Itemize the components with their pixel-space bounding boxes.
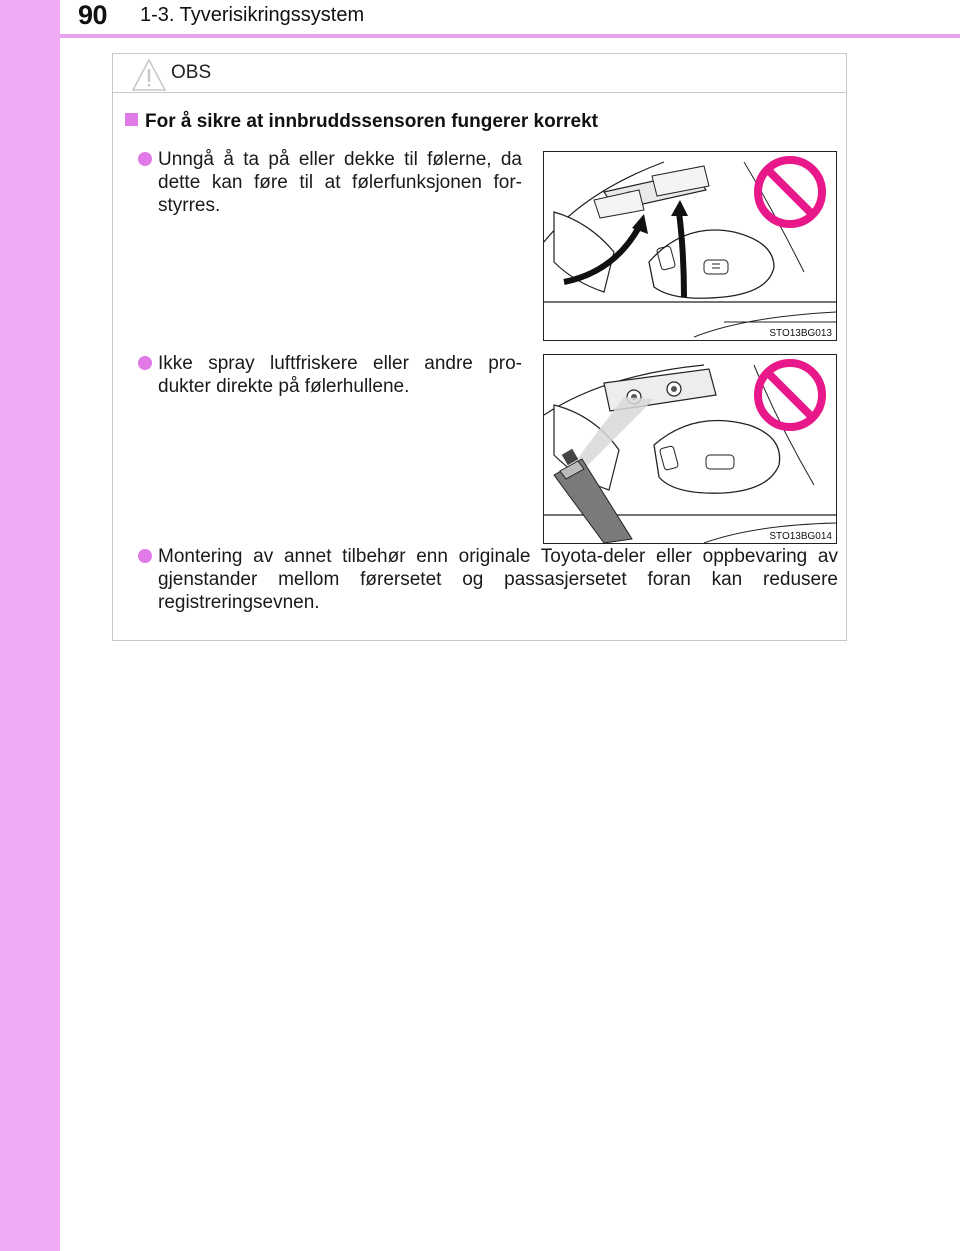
section-title: 1-3. Tyverisikringssystem bbox=[140, 4, 365, 26]
subheading-text: For å sikre at innbruddssensoren fungerer korrekt bbox=[145, 111, 598, 132]
list-item bbox=[158, 352, 522, 398]
figure-no-spray bbox=[543, 354, 837, 544]
list-item-text: Ikke spray luftfriskere eller andre pro-dukter direkte på følerhullene. bbox=[158, 353, 522, 397]
subheading bbox=[125, 111, 598, 133]
bullet-dot-icon bbox=[138, 152, 152, 166]
caution-header bbox=[113, 54, 846, 93]
side-strip bbox=[0, 0, 60, 1251]
bullet-dot-icon bbox=[138, 356, 152, 370]
bullet-dot-icon bbox=[138, 549, 152, 563]
page-number: 90 bbox=[78, 0, 108, 30]
sensor-touch-illustration bbox=[544, 152, 836, 340]
list-item bbox=[158, 148, 522, 217]
figure-code: STO13BG013 bbox=[769, 328, 832, 339]
caution-box bbox=[112, 53, 847, 641]
figure-do-not-touch-sensors bbox=[543, 151, 837, 341]
header-rule bbox=[60, 34, 960, 38]
square-bullet-icon bbox=[125, 113, 138, 126]
figure-code: STO13BG014 bbox=[769, 531, 832, 542]
list-item-text: Montering av annet tilbehør enn originale Toyota-deler eller oppbevaring av gjenstander mellom førersetet og passasjersetet foran kan redusere registreringsevnen. bbox=[158, 546, 838, 613]
warning-triangle-icon bbox=[131, 58, 167, 92]
prohibition-icon bbox=[758, 160, 822, 224]
list-item bbox=[158, 545, 838, 614]
caution-label: OBS bbox=[171, 62, 212, 83]
spray-illustration bbox=[544, 355, 836, 543]
list-item-text: Unngå å ta på eller dekke til følerne, da dette kan føre til at følerfunksjonen for-styrres. bbox=[158, 149, 522, 216]
